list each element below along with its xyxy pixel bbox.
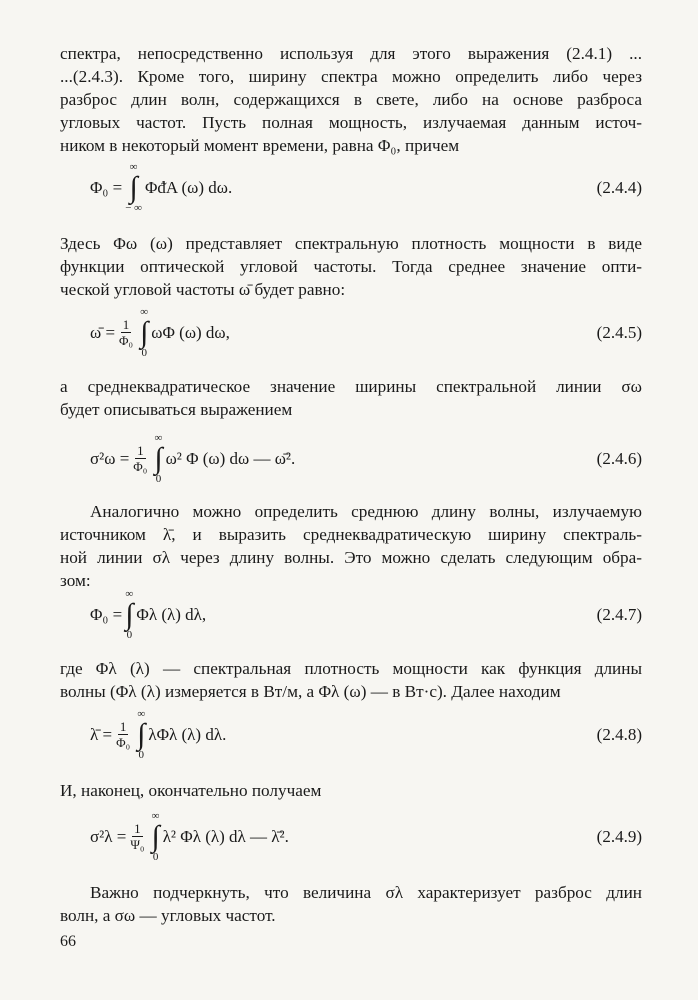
text-line: Важно подчеркнуть, что величина σλ характеризует разброс длин (90, 883, 642, 902)
fraction (133, 443, 147, 475)
integral-lower-limit: − ∞ (125, 202, 142, 214)
page-number: 66 (60, 933, 76, 950)
fraction-numerator: 1 (137, 443, 144, 458)
formula (90, 700, 226, 770)
fraction-denominator: Φ₀ (133, 459, 148, 474)
text-line: волны (Φλ (λ) измеряется в Вт/м, а Φλ (ω) — в Вт·с). Далее находим (60, 682, 561, 701)
integral-lower-limit: 0 (126, 629, 133, 641)
text-line: И, наконец, окончательно получаем (60, 781, 322, 800)
text-line: будет описываться выражением (60, 400, 293, 419)
fraction-numerator: 1 (134, 821, 141, 836)
paragraph-2 (60, 232, 642, 301)
formula-lhs: σ²λ = (90, 827, 127, 846)
text-line: источником λ̄, и выразить среднеквадратическую ширину спектраль- (60, 525, 642, 544)
formula-integrand: λ² Φλ (λ) dλ — λ̄². (162, 827, 289, 846)
fraction-denominator: Ψ₀ (130, 837, 145, 852)
formula (90, 298, 230, 368)
formula-integrand: Φλ (λ) dλ, (136, 605, 207, 624)
integral-lower-limit: 0 (155, 473, 162, 485)
text-line: спектра, непосредственно используя для этого выражения (2.4.1) ... (60, 44, 642, 63)
equation-2-4-5 (90, 298, 642, 368)
formula (90, 153, 232, 223)
text-line: ческой угловой частоты ω̄ будет равно: (60, 280, 346, 299)
integral-lower-limit: 0 (138, 749, 144, 761)
equation-2-4-6 (90, 424, 642, 494)
formula-lhs: Φ₀ = (90, 178, 123, 197)
formula-lhs: λ̄ = (90, 725, 113, 744)
formula-lhs: Φ₀ = (90, 605, 123, 624)
paragraph-6 (60, 779, 642, 802)
equation-number: (2.4.5) (596, 323, 642, 342)
paragraph-1 (60, 42, 642, 157)
formula-integrand: λΦλ (λ) dλ. (148, 725, 227, 744)
paragraph-4 (60, 500, 642, 592)
fraction (119, 317, 133, 349)
formula-integrand: ωΦ (ω) dω, (151, 323, 230, 342)
fraction-denominator: Φ₀ (116, 735, 131, 750)
formula-lhs: σ²ω = (90, 449, 130, 468)
text-line: ной линии σλ через длину волны. Это можно сделать следующим обра- (60, 548, 642, 567)
paragraph-3 (60, 375, 642, 421)
text-line: Здесь Φω (ω) представляет спектральную плотность мощности в виде (60, 234, 642, 253)
equation-2-4-9 (90, 802, 642, 872)
integral-upper-limit: ∞ (125, 588, 134, 600)
fraction-numerator: 1 (122, 317, 130, 332)
text-line: где Φλ (λ) — спектральная плотность мощности как функция длины (60, 659, 642, 678)
integral-upper-limit: ∞ (154, 432, 163, 444)
text-line: волн, а σω — угловых частот. (60, 906, 276, 925)
integral-sign: ∞ ∫ 0 (125, 588, 134, 641)
fraction (116, 719, 130, 751)
integral-sign: ∞ ∫ 0 (151, 810, 160, 863)
equation-number: (2.4.8) (596, 725, 642, 744)
fraction (130, 821, 144, 853)
equation-2-4-7 (90, 580, 642, 650)
text-line: зом: (60, 571, 91, 590)
integral-sign: ∞ ∫ − ∞ (125, 161, 142, 214)
integral-sign: ∞ ∫ 0 (140, 306, 149, 359)
text-line: разброс длин волн, содержащихся в свете, либо на основе разброса (60, 90, 642, 109)
equation-number: (2.4.7) (596, 605, 642, 624)
text-line: угловых частот. Пусть полная мощность, излучаемая данным источ- (60, 113, 642, 132)
integral-upper-limit: ∞ (137, 708, 146, 720)
formula (90, 424, 295, 494)
formula (90, 580, 206, 650)
text-line: ...(2.4.3). Кроме того, ширину спектра можно определить либо через (60, 67, 642, 86)
integral-lower-limit: 0 (141, 347, 147, 359)
equation-2-4-4 (90, 153, 642, 223)
paragraph-5 (60, 657, 642, 703)
equation-number: (2.4.6) (596, 449, 642, 468)
formula-integrand: ΦᵭA (ω) dω. (145, 178, 233, 197)
equation-number: (2.4.9) (596, 827, 642, 846)
integral-lower-limit: 0 (152, 851, 159, 863)
integral-sign: ∞ ∫ 0 (137, 708, 146, 761)
equation-number: (2.4.4) (596, 178, 642, 197)
formula-integrand: ω² Φ (ω) dω — ω̄². (165, 449, 296, 468)
formula-lhs: ω̄ = (90, 323, 116, 342)
text-line: ником в некоторый момент времени, равна Φ₀, причем (60, 136, 460, 155)
integral-upper-limit: ∞ (151, 810, 160, 822)
text-line: а среднеквадратическое значение ширины спектральной линии σω (60, 377, 642, 396)
fraction-denominator: Φ₀ (119, 333, 134, 348)
paragraph-7 (60, 881, 642, 927)
fraction-numerator: 1 (119, 719, 127, 734)
equation-2-4-8 (90, 700, 642, 770)
text-line: функции оптической угловой частоты. Тогда среднее значение опти- (60, 257, 642, 276)
formula (90, 802, 289, 872)
text-line: Аналогично можно определить среднюю длину волны, излучаемую (90, 502, 642, 521)
integral-sign: ∞ ∫ 0 (154, 432, 163, 485)
integral-upper-limit: ∞ (140, 306, 149, 318)
integral-upper-limit: ∞ (129, 161, 138, 173)
